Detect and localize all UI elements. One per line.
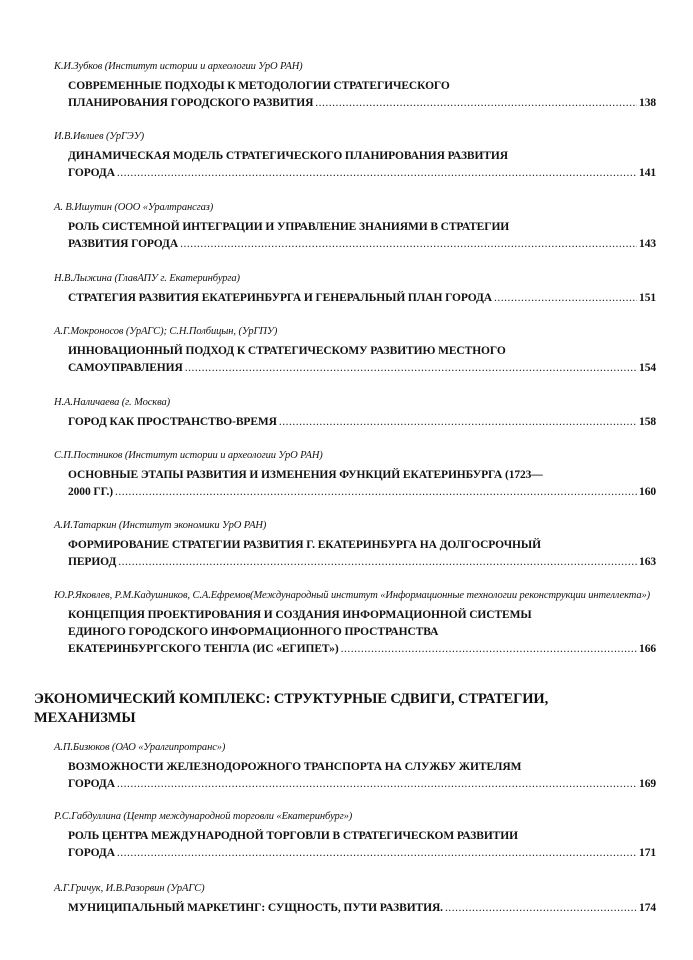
page-number: 166 xyxy=(639,643,656,655)
dot-leader xyxy=(185,360,637,377)
entry-title-line: ГОРОД КАК ПРОСТРАНСТВО-ВРЕМЯ xyxy=(68,416,277,428)
entry-title[interactable] xyxy=(68,78,656,112)
entry-title[interactable] xyxy=(68,219,656,253)
entry-authors: К.И.Зубков (Институт истории и археологии УрО РАН) xyxy=(54,61,303,72)
dot-leader xyxy=(118,554,637,571)
entry-title[interactable] xyxy=(68,759,656,793)
entry-authors: Ю.Р.Яковлев, Р.М.Кадушников, С.А.Ефремов(Международный институт «Информационные технологии реконструкции интеллекта») xyxy=(54,590,651,601)
entry-authors: И.В.Ивлиев (УрГЭУ) xyxy=(54,131,145,142)
entry-title-line: ЕДИНОГО ГОРОДСКОГО ИНФОРМАЦИОННОГО ПРОСТРАНСТВА xyxy=(68,626,439,638)
page-number: 151 xyxy=(639,292,656,304)
entry-title-line: РОЛЬ СИСТЕМНОЙ ИНТЕГРАЦИИ И УПРАВЛЕНИЕ ЗНАНИЯМИ В СТРАТЕГИИ xyxy=(68,221,510,233)
entry-title[interactable] xyxy=(68,290,656,307)
entry-title[interactable] xyxy=(68,900,656,917)
entry-title-line: РОЛЬ ЦЕНТРА МЕЖДУНАРОДНОЙ ТОРГОВЛИ В СТРАТЕГИЧЕСКОМ РАЗВИТИИ xyxy=(68,830,518,842)
toc-entry xyxy=(44,396,656,431)
entry-title-line: МУНИЦИПАЛЬНЫЙ МАРКЕТИНГ: СУЩНОСТЬ, ПУТИ РАЗВИТИЯ. xyxy=(68,902,443,914)
page-number: 174 xyxy=(639,902,656,914)
entry-authors: А. В.Ишутин (ООО «Уралтрансгаз) xyxy=(54,202,214,213)
page-number: 158 xyxy=(639,416,656,428)
entry-title[interactable] xyxy=(68,828,656,862)
entry-title-line: ВОЗМОЖНОСТИ ЖЕЛЕЗНОДОРОЖНОГО ТРАНСПОРТА НА СЛУЖБУ ЖИТЕЛЯМ xyxy=(68,761,522,773)
page-number: 143 xyxy=(639,238,656,250)
entry-title-line: КОНЦЕПЦИЯ ПРОЕКТИРОВАНИЯ И СОЗДАНИЯ ИНФОРМАЦИОННОЙ СИСТЕМЫ xyxy=(68,609,532,621)
entry-title-line: ДИНАМИЧЕСКАЯ МОДЕЛЬ СТРАТЕГИЧЕСКОГО ПЛАНИРОВАНИЯ РАЗВИТИЯ xyxy=(68,150,508,162)
toc-entry xyxy=(44,449,656,501)
toc-entry xyxy=(44,741,656,793)
entry-title-line: СОВРЕМЕННЫЕ ПОДХОДЫ К МЕТОДОЛОГИИ СТРАТЕГИЧЕСКОГО xyxy=(68,80,450,92)
page-number: 171 xyxy=(639,847,656,859)
entry-title-line: ЕКАТЕРИНБУРГСКОГО ТЕНГЛА (ИС «ЕГИПЕТ») xyxy=(68,643,339,655)
entry-title-line: ГОРОДА xyxy=(68,778,115,790)
entry-authors: С.П.Постников (Институт истории и археологии УрО РАН) xyxy=(54,450,323,461)
entry-authors: Р.С.Габдуллина (Центр международной торговли «Екатеринбург») xyxy=(54,811,353,822)
entry-title[interactable] xyxy=(68,343,656,377)
entry-title-line: ИННОВАЦИОННЫЙ ПОДХОД К СТРАТЕГИЧЕСКОМУ РАЗВИТИЮ МЕСТНОГО xyxy=(68,345,506,357)
dot-leader xyxy=(494,290,637,307)
entry-title-line: ОСНОВНЫЕ ЭТАПЫ РАЗВИТИЯ И ИЗМЕНЕНИЯ ФУНКЦИЙ ЕКАТЕРИНБУРГА (1723— xyxy=(68,469,543,481)
entry-title-line: ГОРОДА xyxy=(68,167,115,179)
page-number: 163 xyxy=(639,556,656,568)
entry-authors: Н.В.Лыжина (ГлавАПУ г. Екатеринбурга) xyxy=(54,273,240,284)
toc-entry xyxy=(44,810,656,862)
entry-authors: А.Г.Гричук, И.В.Разорвин (УрАГС) xyxy=(54,883,205,894)
entry-title-line: СТРАТЕГИЯ РАЗВИТИЯ ЕКАТЕРИНБУРГА И ГЕНЕРАЛЬНЫЙ ПЛАН ГОРОДА xyxy=(68,292,492,304)
toc-entry xyxy=(44,882,656,917)
entry-title[interactable] xyxy=(68,467,656,501)
dot-leader xyxy=(279,414,637,431)
dot-leader xyxy=(117,165,637,182)
section-heading-line: ЭКОНОМИЧЕСКИЙ КОМПЛЕКС: СТРУКТУРНЫЕ СДВИГИ, СТРАТЕГИИ, xyxy=(34,691,549,707)
entry-title-line: 2000 ГГ.) xyxy=(68,486,114,498)
entry-title-line: ГОРОДА xyxy=(68,847,115,859)
entry-title-line: ФОРМИРОВАНИЕ СТРАТЕГИИ РАЗВИТИЯ Г. ЕКАТЕРИНБУРГА НА ДОЛГОСРОЧНЫЙ xyxy=(68,539,541,551)
dot-leader xyxy=(445,900,637,917)
entry-title[interactable] xyxy=(68,607,656,658)
entry-title-line: ПЕРИОД xyxy=(68,556,117,568)
entry-title[interactable] xyxy=(68,537,656,571)
dot-leader xyxy=(180,236,637,253)
section-heading xyxy=(34,690,656,728)
entry-title-line: ПЛАНИРОВАНИЯ ГОРОДСКОГО РАЗВИТИЯ xyxy=(68,97,314,109)
toc-entry xyxy=(44,272,656,307)
page-number: 160 xyxy=(639,486,656,498)
page-number: 169 xyxy=(639,778,656,790)
entry-authors: А.И.Татаркин (Институт экономики УрО РАН) xyxy=(54,520,267,531)
entry-authors: А.П.Бизюков (ОАО «Уралгипротранс») xyxy=(54,742,226,753)
toc-entry xyxy=(44,201,656,253)
toc-entry xyxy=(44,589,656,658)
entry-title[interactable] xyxy=(68,414,656,431)
section-heading-line: МЕХАНИЗМЫ xyxy=(34,710,136,726)
entry-title[interactable] xyxy=(68,148,656,182)
page-number: 141 xyxy=(639,167,656,179)
entry-title-line: РАЗВИТИЯ ГОРОДА xyxy=(68,238,179,250)
entry-authors: А.Г.Мокроносов (УрАГС); С.Н.Полбицын, (УрГПУ) xyxy=(54,326,278,337)
entry-title-line: САМОУПРАВЛЕНИЯ xyxy=(68,362,183,374)
dot-leader xyxy=(341,641,637,658)
dot-leader xyxy=(117,845,637,862)
entry-authors: Н.А.Наличаева (г. Москва) xyxy=(54,397,171,408)
dot-leader xyxy=(115,484,637,501)
dot-leader xyxy=(315,95,637,112)
dot-leader xyxy=(117,776,637,793)
page-number: 154 xyxy=(639,362,656,374)
toc-entry xyxy=(44,60,656,112)
page-number: 138 xyxy=(639,97,656,109)
toc-entry xyxy=(44,519,656,571)
toc-entry xyxy=(44,130,656,182)
toc-entry xyxy=(44,325,656,377)
